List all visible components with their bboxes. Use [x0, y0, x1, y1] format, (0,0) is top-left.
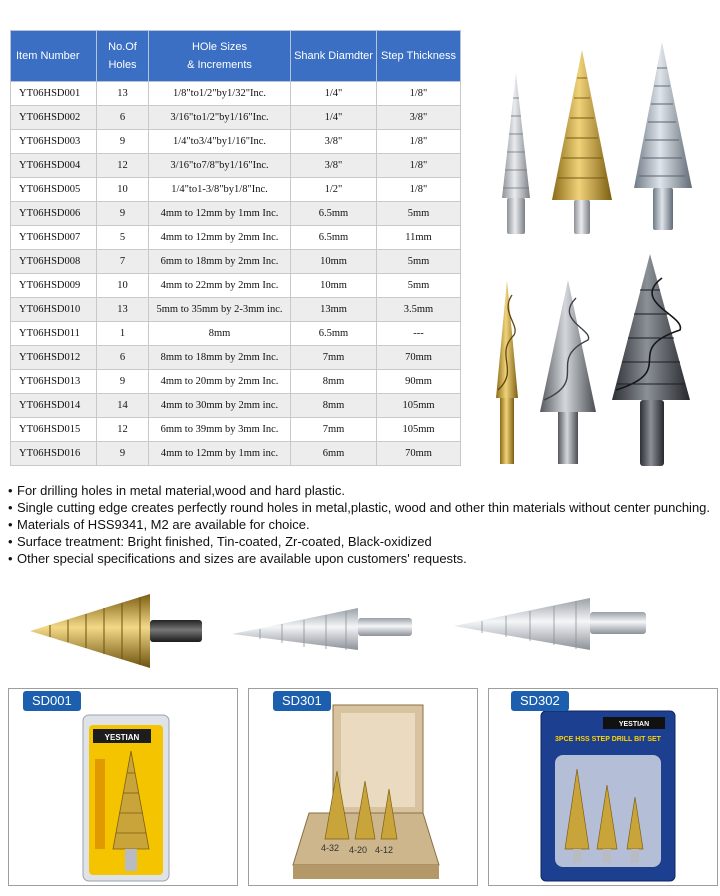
cell-hole-sizes: 4mm to 12mm by 1mm inc. — [149, 442, 291, 466]
cell-shank-diameter: 1/4" — [291, 106, 377, 130]
cell-hole-sizes: 1/8"to1/2"by1/32"Inc. — [149, 82, 291, 106]
sd301-wooden-case-photo — [249, 689, 477, 885]
cell-shank-diameter: 6.5mm — [291, 202, 377, 226]
col-item-number: Item Number — [11, 31, 97, 82]
panel-sd302 — [488, 688, 718, 886]
cell-item-number: YT06HSD001 — [11, 82, 97, 106]
feature-list — [8, 482, 716, 567]
sd301-size-a: 4-32 — [321, 843, 340, 853]
cell-step-thickness: 3/8" — [377, 106, 461, 130]
header-row — [11, 31, 461, 82]
cell-no-of-holes: 10 — [97, 274, 149, 298]
horizontal-drills-photo — [20, 592, 710, 670]
cell-item-number: YT06HSD014 — [11, 394, 97, 418]
cell-no-of-holes: 10 — [97, 178, 149, 202]
sd001-blister-pack-photo — [9, 689, 237, 885]
table-row — [11, 250, 461, 274]
cell-shank-diameter: 8mm — [291, 394, 377, 418]
cell-no-of-holes: 13 — [97, 298, 149, 322]
list-item: • Single cutting edge creates perfectly round holes in metal,plastic, wood and other thin materials without center punching. — [8, 499, 716, 516]
cell-hole-sizes: 4mm to 30mm by 2mm inc. — [149, 394, 291, 418]
gold-step-drill-icon — [552, 50, 612, 234]
sd302-blister-pack-photo — [489, 689, 717, 885]
gold-spiral-drill-icon — [496, 280, 518, 464]
cell-hole-sizes: 5mm to 35mm by 2-3mm inc. — [149, 298, 291, 322]
table-row — [11, 394, 461, 418]
cell-shank-diameter: 7mm — [291, 346, 377, 370]
cell-no-of-holes: 6 — [97, 106, 149, 130]
table-row — [11, 202, 461, 226]
cell-no-of-holes: 9 — [97, 442, 149, 466]
cell-shank-diameter: 8mm — [291, 370, 377, 394]
silver-spiral-drill-icon — [540, 280, 596, 464]
cell-hole-sizes: 4mm to 12mm by 2mm Inc. — [149, 226, 291, 250]
cell-item-number: YT06HSD013 — [11, 370, 97, 394]
black-spiral-drill-icon — [612, 254, 690, 466]
col-hole-sizes: HOle Sizes & Increments — [149, 31, 291, 82]
cell-hole-sizes: 4mm to 20mm by 2mm Inc. — [149, 370, 291, 394]
table-row — [11, 418, 461, 442]
table-row — [11, 226, 461, 250]
cell-step-thickness: 11mm — [377, 226, 461, 250]
cell-shank-diameter: 6.5mm — [291, 226, 377, 250]
cell-hole-sizes: 4mm to 22mm by 2mm Inc. — [149, 274, 291, 298]
cell-step-thickness: 5mm — [377, 202, 461, 226]
steel-step-drill-icon — [634, 42, 692, 230]
cell-item-number: YT06HSD003 — [11, 130, 97, 154]
cell-hole-sizes: 1/4"to3/4"by1/16"Inc. — [149, 130, 291, 154]
cell-item-number: YT06HSD008 — [11, 250, 97, 274]
cell-hole-sizes: 3/16"to7/8"by1/16"Inc. — [149, 154, 291, 178]
cell-shank-diameter: 1/2" — [291, 178, 377, 202]
cell-hole-sizes: 3/16"to1/2"by1/16"Inc. — [149, 106, 291, 130]
cell-hole-sizes: 8mm to 18mm by 2mm Inc. — [149, 346, 291, 370]
panel-sd301 — [248, 688, 478, 886]
panel-sd302-label: SD302 — [511, 691, 569, 711]
table-row — [11, 346, 461, 370]
cell-item-number: YT06HSD016 — [11, 442, 97, 466]
cell-hole-sizes: 6mm to 18mm by 2mm Inc. — [149, 250, 291, 274]
sd001-brand-text: YESTIAN — [104, 733, 140, 742]
cell-step-thickness: 105mm — [377, 418, 461, 442]
cell-step-thickness: 90mm — [377, 370, 461, 394]
list-item: • Other special specifications and sizes are available upon customers' requests. — [8, 550, 716, 567]
cell-step-thickness: 70mm — [377, 346, 461, 370]
table-row — [11, 274, 461, 298]
table-row — [11, 370, 461, 394]
cell-step-thickness: 70mm — [377, 442, 461, 466]
col-shank-diameter: Shank Diamdter — [291, 31, 377, 82]
cell-step-thickness: --- — [377, 322, 461, 346]
cell-hole-sizes: 8mm — [149, 322, 291, 346]
cell-item-number: YT06HSD009 — [11, 274, 97, 298]
panel-sd001-label: SD001 — [23, 691, 81, 711]
col-no-of-holes: No.Of Holes — [97, 31, 149, 82]
silver-step-drill-icon — [502, 73, 530, 234]
cell-item-number: YT06HSD006 — [11, 202, 97, 226]
cell-item-number: YT06HSD005 — [11, 178, 97, 202]
cell-item-number: YT06HSD010 — [11, 298, 97, 322]
table-row — [11, 322, 461, 346]
cell-no-of-holes: 9 — [97, 130, 149, 154]
panel-sd301-label: SD301 — [273, 691, 331, 711]
cell-hole-sizes: 6mm to 39mm by 3mm Inc. — [149, 418, 291, 442]
cell-no-of-holes: 9 — [97, 202, 149, 226]
step-drills-straight-photo — [490, 38, 715, 238]
cell-step-thickness: 1/8" — [377, 130, 461, 154]
cell-step-thickness: 5mm — [377, 274, 461, 298]
cell-no-of-holes: 14 — [97, 394, 149, 418]
table-header — [11, 31, 461, 82]
cell-step-thickness: 1/8" — [377, 154, 461, 178]
list-item: • Materials of HSS9341, M2 are available for choice. — [8, 516, 716, 533]
cell-shank-diameter: 7mm — [291, 418, 377, 442]
cell-shank-diameter: 6.5mm — [291, 322, 377, 346]
table-row — [11, 82, 461, 106]
step-drills-spiral-photo — [490, 250, 715, 472]
table-row — [11, 106, 461, 130]
cell-shank-diameter: 10mm — [291, 274, 377, 298]
cell-no-of-holes: 12 — [97, 154, 149, 178]
cell-no-of-holes: 5 — [97, 226, 149, 250]
cell-hole-sizes: 1/4"to1-3/8"by1/8"Inc. — [149, 178, 291, 202]
cell-shank-diameter: 1/4" — [291, 82, 377, 106]
cell-no-of-holes: 1 — [97, 322, 149, 346]
col-step-thickness: Step Thickness — [377, 31, 461, 82]
cell-shank-diameter: 3/8" — [291, 154, 377, 178]
cell-shank-diameter: 3/8" — [291, 130, 377, 154]
sd302-package-title: 3PCE HSS STEP DRILL BIT SET — [555, 736, 661, 743]
cell-item-number: YT06HSD011 — [11, 322, 97, 346]
cell-shank-diameter: 6mm — [291, 442, 377, 466]
spec-table — [10, 30, 461, 466]
cell-shank-diameter: 10mm — [291, 250, 377, 274]
cell-item-number: YT06HSD007 — [11, 226, 97, 250]
silver-drill-horizontal-icon-1 — [232, 608, 412, 650]
cell-step-thickness: 1/8" — [377, 82, 461, 106]
cell-no-of-holes: 9 — [97, 370, 149, 394]
cell-no-of-holes: 6 — [97, 346, 149, 370]
cell-no-of-holes: 12 — [97, 418, 149, 442]
table-row — [11, 154, 461, 178]
list-item: • For drilling holes in metal material,wood and hard plastic. — [8, 482, 716, 499]
table-row — [11, 178, 461, 202]
table-row — [11, 130, 461, 154]
cell-item-number: YT06HSD002 — [11, 106, 97, 130]
list-item: • Surface treatment: Bright finished, Tin-coated, Zr-coated, Black-oxidized — [8, 533, 716, 550]
cell-no-of-holes: 7 — [97, 250, 149, 274]
cell-step-thickness: 105mm — [377, 394, 461, 418]
silver-drill-horizontal-icon-2 — [454, 598, 646, 650]
sd301-size-b: 4-20 — [349, 845, 368, 855]
cell-item-number: YT06HSD004 — [11, 154, 97, 178]
panel-sd001 — [8, 688, 238, 886]
sd302-brand-text: YESTIAN — [618, 721, 650, 728]
cell-item-number: YT06HSD015 — [11, 418, 97, 442]
table-row — [11, 298, 461, 322]
cell-shank-diameter: 13mm — [291, 298, 377, 322]
cell-step-thickness: 1/8" — [377, 178, 461, 202]
cell-item-number: YT06HSD012 — [11, 346, 97, 370]
table-body — [11, 82, 461, 466]
cell-no-of-holes: 13 — [97, 82, 149, 106]
table-row — [11, 442, 461, 466]
sd301-size-c: 4-12 — [375, 845, 394, 855]
cell-hole-sizes: 4mm to 12mm by 1mm Inc. — [149, 202, 291, 226]
cell-step-thickness: 3.5mm — [377, 298, 461, 322]
gold-drill-horizontal-icon — [30, 594, 202, 668]
cell-step-thickness: 5mm — [377, 250, 461, 274]
